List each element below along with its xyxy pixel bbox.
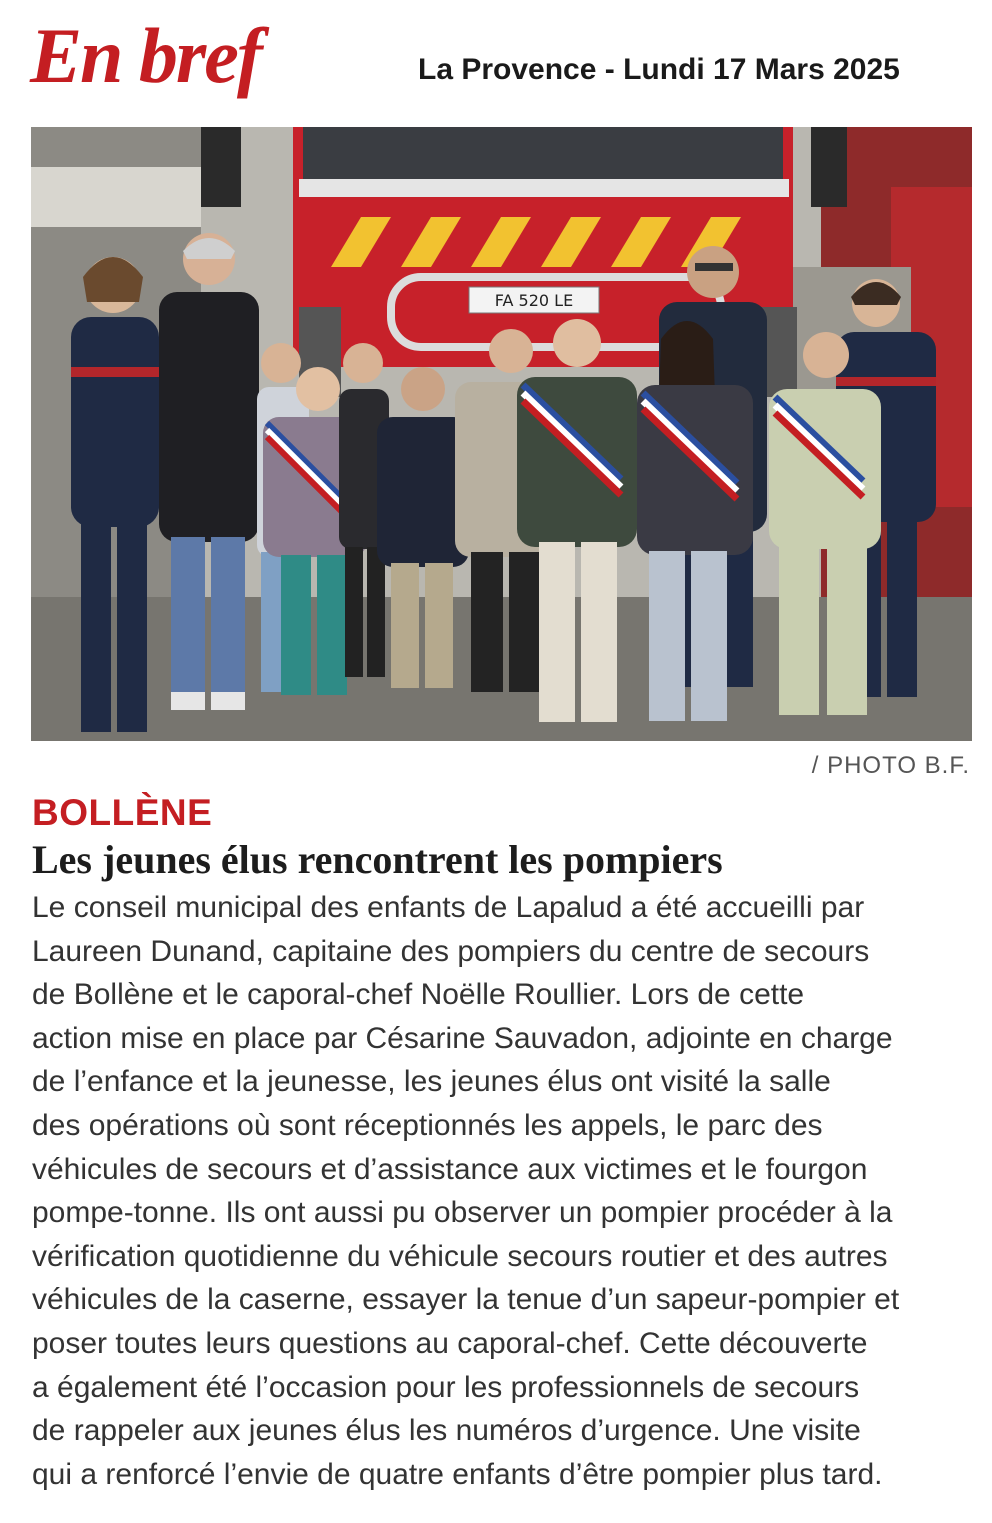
truck-license-plate: FA 520 LE xyxy=(494,291,574,310)
fire-station-group-photo xyxy=(31,127,972,741)
rubric-title: En bref xyxy=(30,12,261,99)
body-line: pompe-tonne. Ils ont aussi pu observer un pompier procéder à la xyxy=(32,1196,893,1230)
body-line: Le conseil municipal des enfants de Lapalud a été accueilli par xyxy=(32,891,865,924)
body-line: de l’enfance et la jeunesse, les jeunes élus ont visité la salle xyxy=(32,1065,831,1099)
body-line: de rappeler aux jeunes élus les numéros d’urgence. Une visite xyxy=(32,1414,861,1448)
body-line: qui a renforcé l’envie de quatre enfants d’être pompier plus tard. xyxy=(32,1457,883,1491)
article-photo xyxy=(31,127,972,741)
article-kicker-location: BOLLÈNE xyxy=(32,792,213,833)
photo-credit: / PHOTO B.F. xyxy=(811,752,970,779)
body-line: de Bollène et le caporal-chef Noëlle Roullier. Lors de cette xyxy=(32,978,805,1012)
source-date-line: La Provence - Lundi 17 Mars 2025 xyxy=(418,53,900,86)
article-headline: Les jeunes élus rencontrent les pompiers xyxy=(32,837,723,882)
body-line: Laureen Dunand, capitaine des pompiers du centre de secours xyxy=(32,934,870,968)
body-line: poser toutes leurs questions au caporal-chef. Cette découverte xyxy=(32,1326,868,1360)
article-body xyxy=(32,886,992,1496)
body-line: des opérations où sont réceptionnés les appels, le parc des xyxy=(32,1108,823,1142)
body-line: véhicules de la caserne, essayer la tenue d’un sapeur-pompier et xyxy=(32,1283,900,1317)
body-line: vérification quotidienne du véhicule secours routier et des autres xyxy=(32,1239,888,1273)
body-line: a également été l’occasion pour les professionnels de secours xyxy=(32,1370,860,1404)
body-line: action mise en place par Césarine Sauvadon, adjointe en charge xyxy=(32,1021,893,1055)
body-line: véhicules de secours et d’assistance aux victimes et le fourgon xyxy=(32,1152,868,1186)
